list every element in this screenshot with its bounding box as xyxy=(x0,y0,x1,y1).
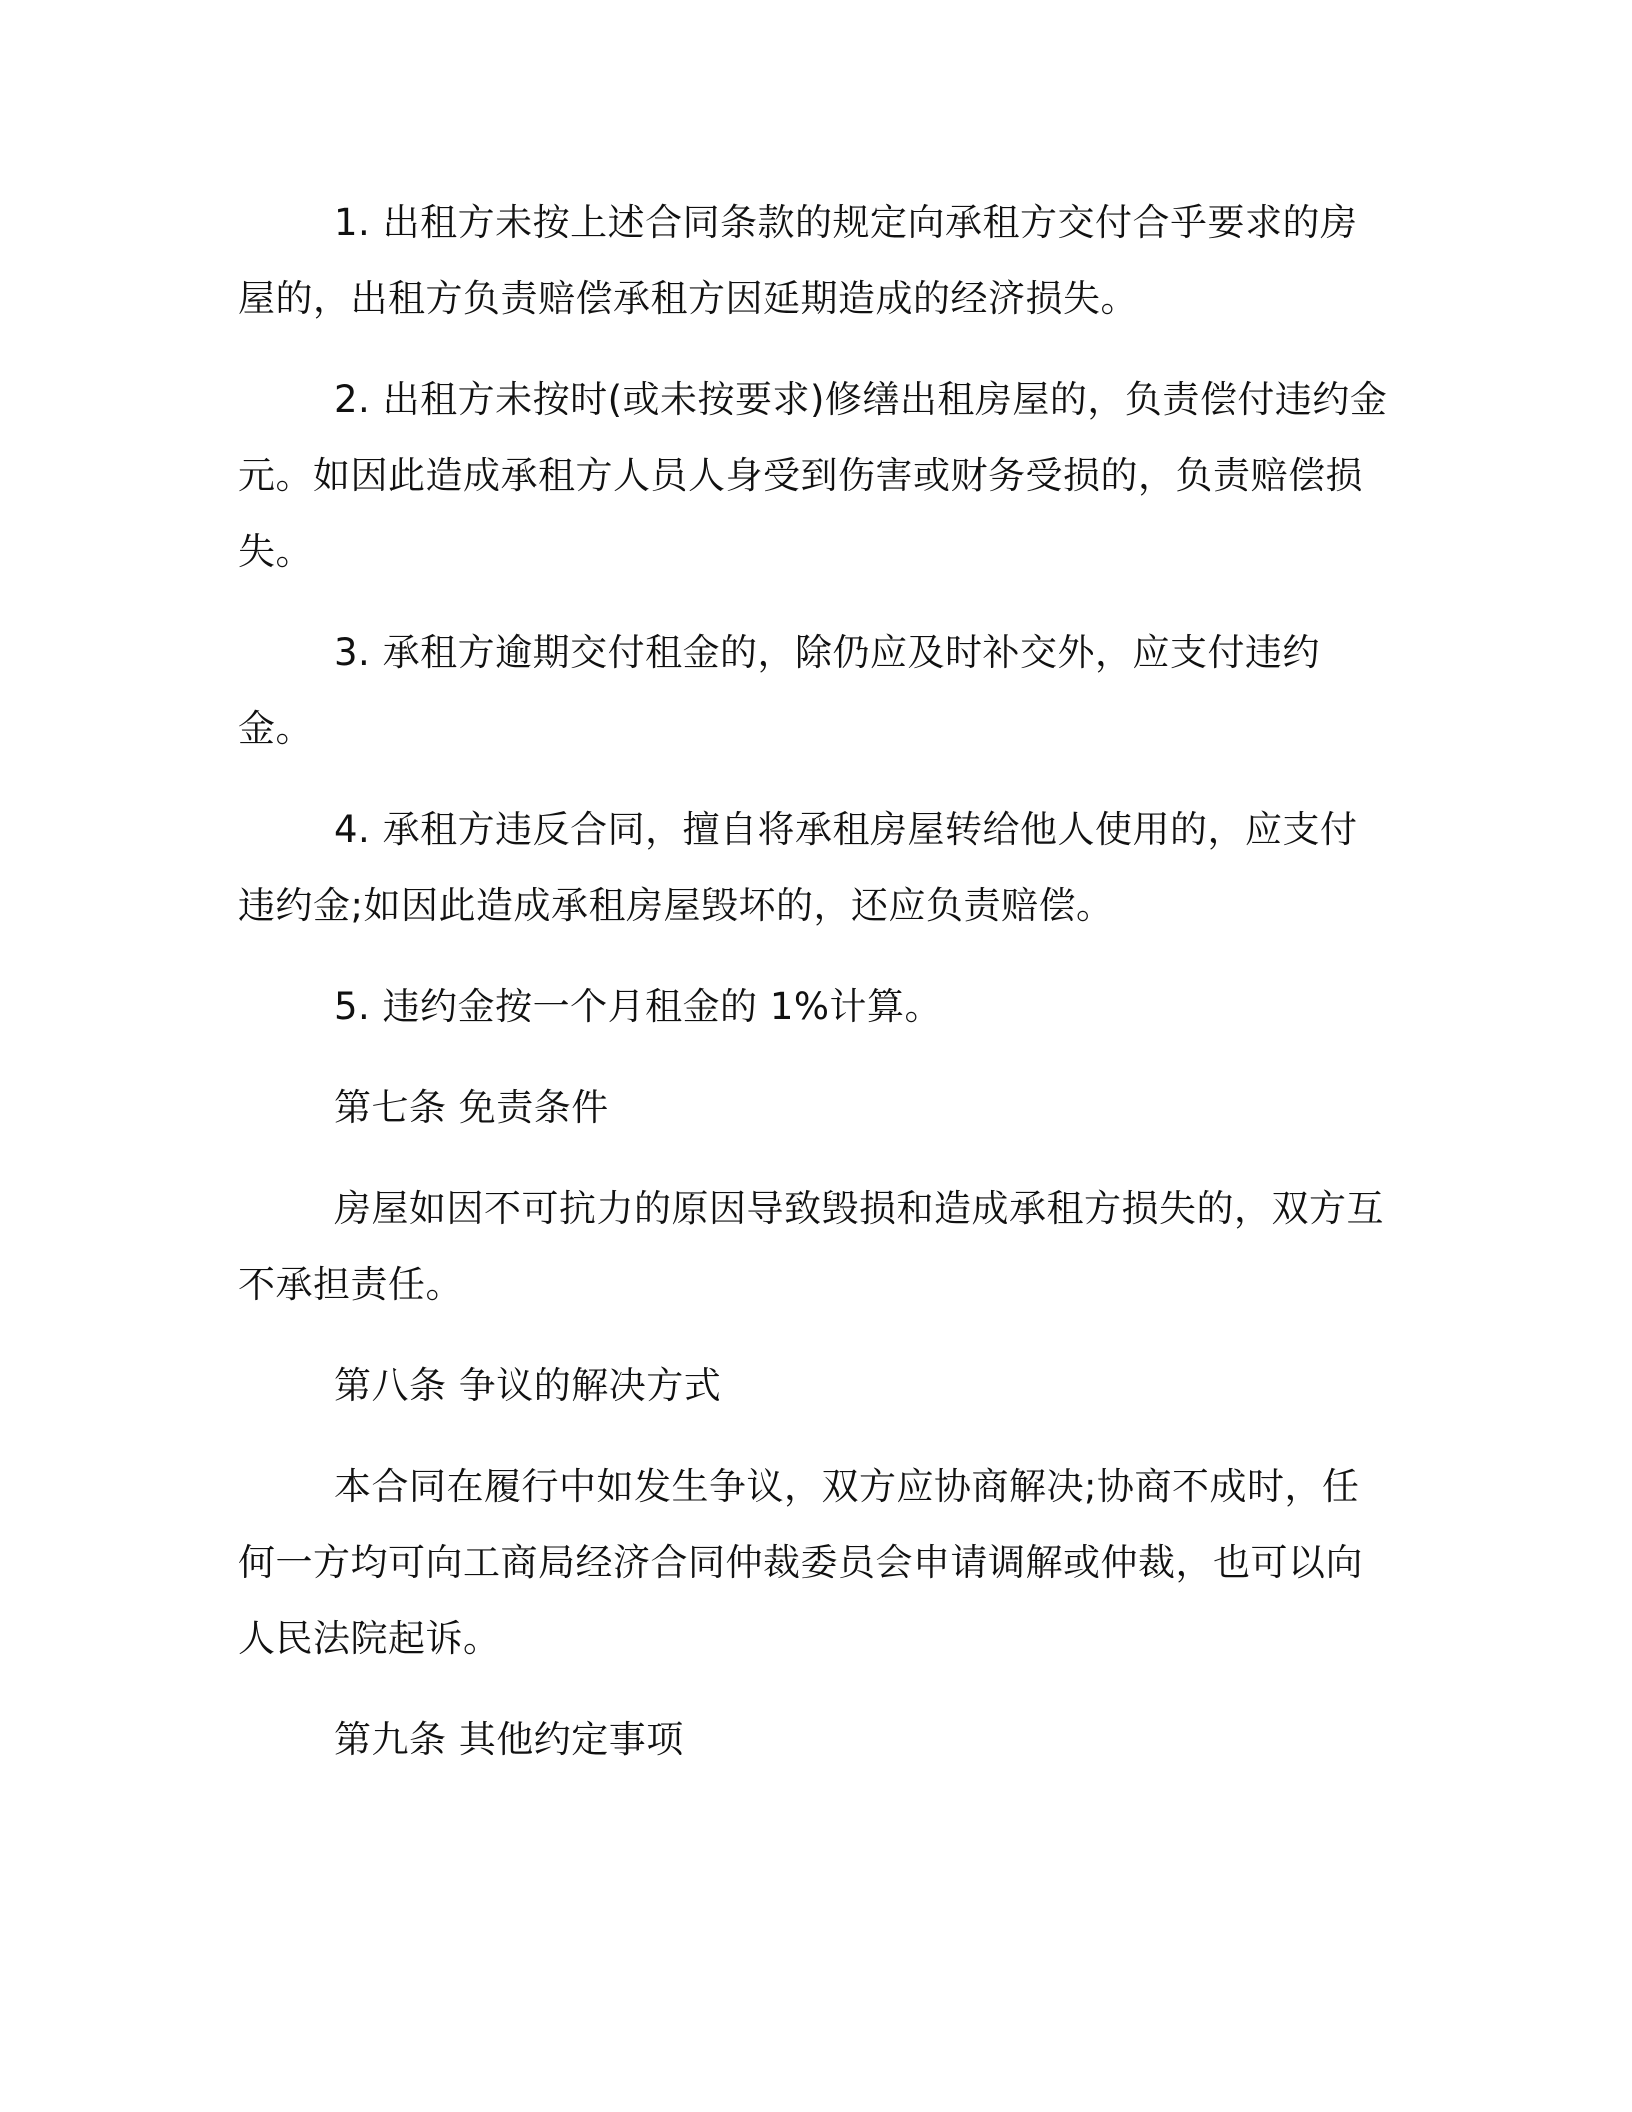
article-7-heading: 第七条 免责条件 xyxy=(334,1086,609,1129)
clause-item-5: 5. 违约金按一个月租金的 1%计算。 xyxy=(334,985,943,1028)
clause-item-1: 1. 出租方未按上述合同条款的规定向承租方交付合乎要求的房屋的，出租方负责赔偿承租方因延期造成的经济损失。 xyxy=(238,201,1358,320)
clause-item-4: 4. 承租方违反合同，擅自将承租房屋转给他人使用的，应支付违约金;如因此造成承租房屋毁坏的，还应负责赔偿。 xyxy=(238,808,1358,927)
clause-item-2: 2. 出租方未按时(或未按要求)修缮出租房屋的，负责偿付违约金元。如因此造成承租方人员人身受到伤害或财务受损的，负责赔偿损失。 xyxy=(238,378,1388,573)
article-9-heading: 第九条 其他约定事项 xyxy=(334,1718,684,1761)
clause-item-3: 3. 承租方逾期交付租金的，除仍应及时补交外，应支付违约金。 xyxy=(238,631,1321,750)
article-7-body: 房屋如因不可抗力的原因导致毁损和造成承租方损失的，双方互不承担责任。 xyxy=(238,1187,1384,1306)
document-body xyxy=(238,185,1388,1778)
article-8-heading: 第八条 争议的解决方式 xyxy=(334,1364,722,1407)
article-8-body: 本合同在履行中如发生争议，双方应协商解决;协商不成时，任何一方均可向工商局经济合同仲裁委员会申请调解或仲裁，也可以向人民法院起诉。 xyxy=(238,1465,1363,1660)
